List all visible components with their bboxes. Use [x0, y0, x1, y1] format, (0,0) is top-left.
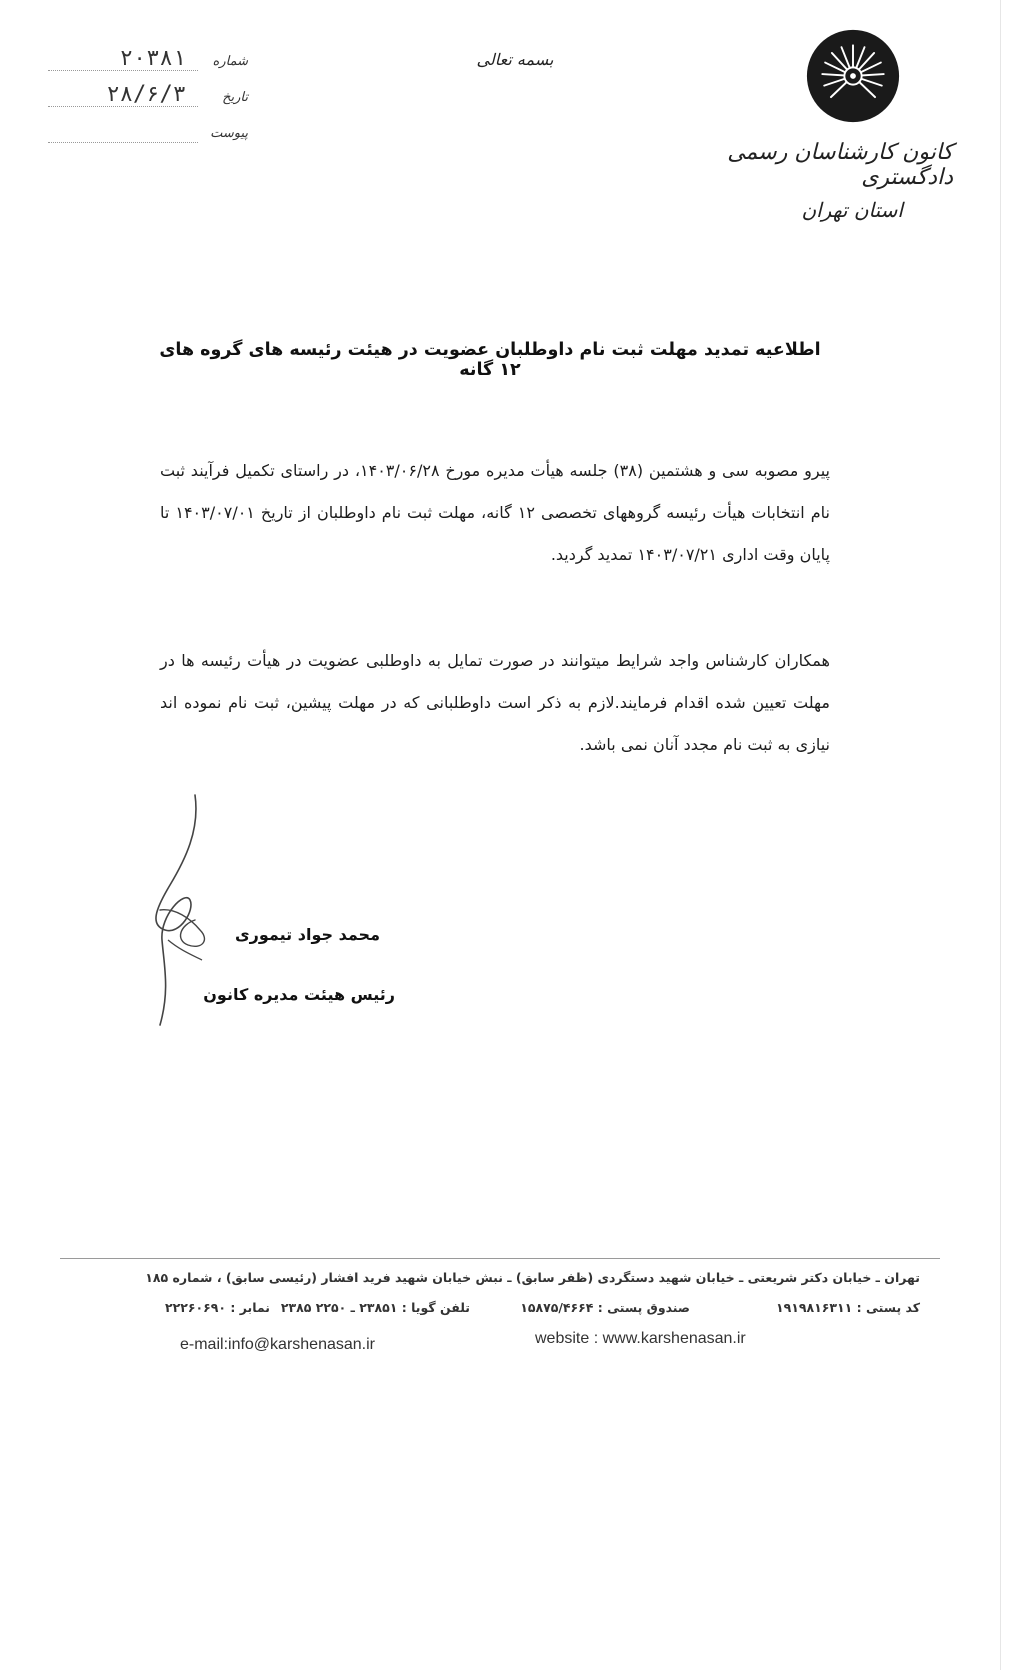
organization-name: کانون کارشناسان رسمی دادگستری	[727, 140, 953, 190]
letter-paragraph-2: همکاران کارشناس واجد شرایط میتوانند در صورت تمایل به داوطلبی عضویت در هیأت رئیسه ها در مهلت تعیین شده اقدام فرمایند.لازم به ذکر است داوطلبانی که در مهلت پیشین، ثبت نام نموده اند نیازی به ثبت نام مجدد آنان نمی باشد.	[160, 651, 830, 754]
footer-po-box: صندوق پستی : ۱۵۸۷۵/۴۶۶۴	[520, 1300, 690, 1315]
attachment-underline	[48, 142, 198, 143]
footer-postal-code: کد پستی : ۱۹۱۹۸۱۶۳۱۱	[775, 1300, 920, 1315]
number-label: شماره	[212, 54, 248, 69]
letter-paragraph-1: پیرو مصوبه سی و هشتمین (۳۸) جلسه هیأت مدیره مورخ ۱۴۰۳/۰۶/۲۸، در راستای تکمیل فرآیند ثبت نام انتخابات هیأت رئیسه گروههای تخصصی ۱۲ گانه، مهلت ثبت نام داوطلبان از تاریخ ۱۴۰۳/۰۷/۰۱ تا پایان وقت اداری ۱۴۰۳/۰۷/۲۱ تمدید گردید.	[160, 461, 831, 564]
footer-address: تهران ـ خیابان دکتر شریعتی ـ خیابان شهید دستگردی (ظفر سابق) ـ نبش خیابان شهید فرید افشار (رئیسی سابق) ، شماره ۱۸۵	[145, 1270, 920, 1285]
meta-number-row	[48, 46, 248, 82]
organization-logo-icon	[805, 28, 901, 124]
number-value: ۲۰۳۸۱	[119, 46, 186, 71]
footer-divider	[60, 1258, 940, 1259]
footer-fax: نمابر : ۲۲۲۶۰۶۹۰	[165, 1300, 270, 1315]
signer-title: رئیس هیئت مدیره کانون	[203, 985, 395, 1004]
footer-email: e-mail:info@karshenasan.ir	[180, 1336, 375, 1353]
date-label: تاریخ	[222, 90, 248, 105]
attachment-label: پیوست	[210, 126, 248, 141]
scan-edge	[1000, 0, 1001, 1670]
basmala: بسمه تعالی	[476, 50, 554, 69]
organization-province: استان تهران	[801, 198, 903, 222]
letter-title: اطلاعیه تمدید مهلت ثبت نام داوطلبان عضویت در هیئت رئیسه های گروه های ۱۲ گانه	[159, 340, 821, 380]
letter-meta	[48, 46, 248, 154]
meta-attachment-row	[48, 118, 248, 154]
footer-website: website : www.karshenasan.ir	[535, 1330, 746, 1347]
signer-name: محمد جواد تیموری	[235, 925, 380, 944]
date-value: ۲۸/۶/۳	[106, 82, 186, 107]
footer-phone: تلفن گویا : ۲۳۸۵۱ ـ ۲۲۵۰ ۲۳۸۵	[280, 1300, 470, 1315]
meta-date-row	[48, 82, 248, 118]
